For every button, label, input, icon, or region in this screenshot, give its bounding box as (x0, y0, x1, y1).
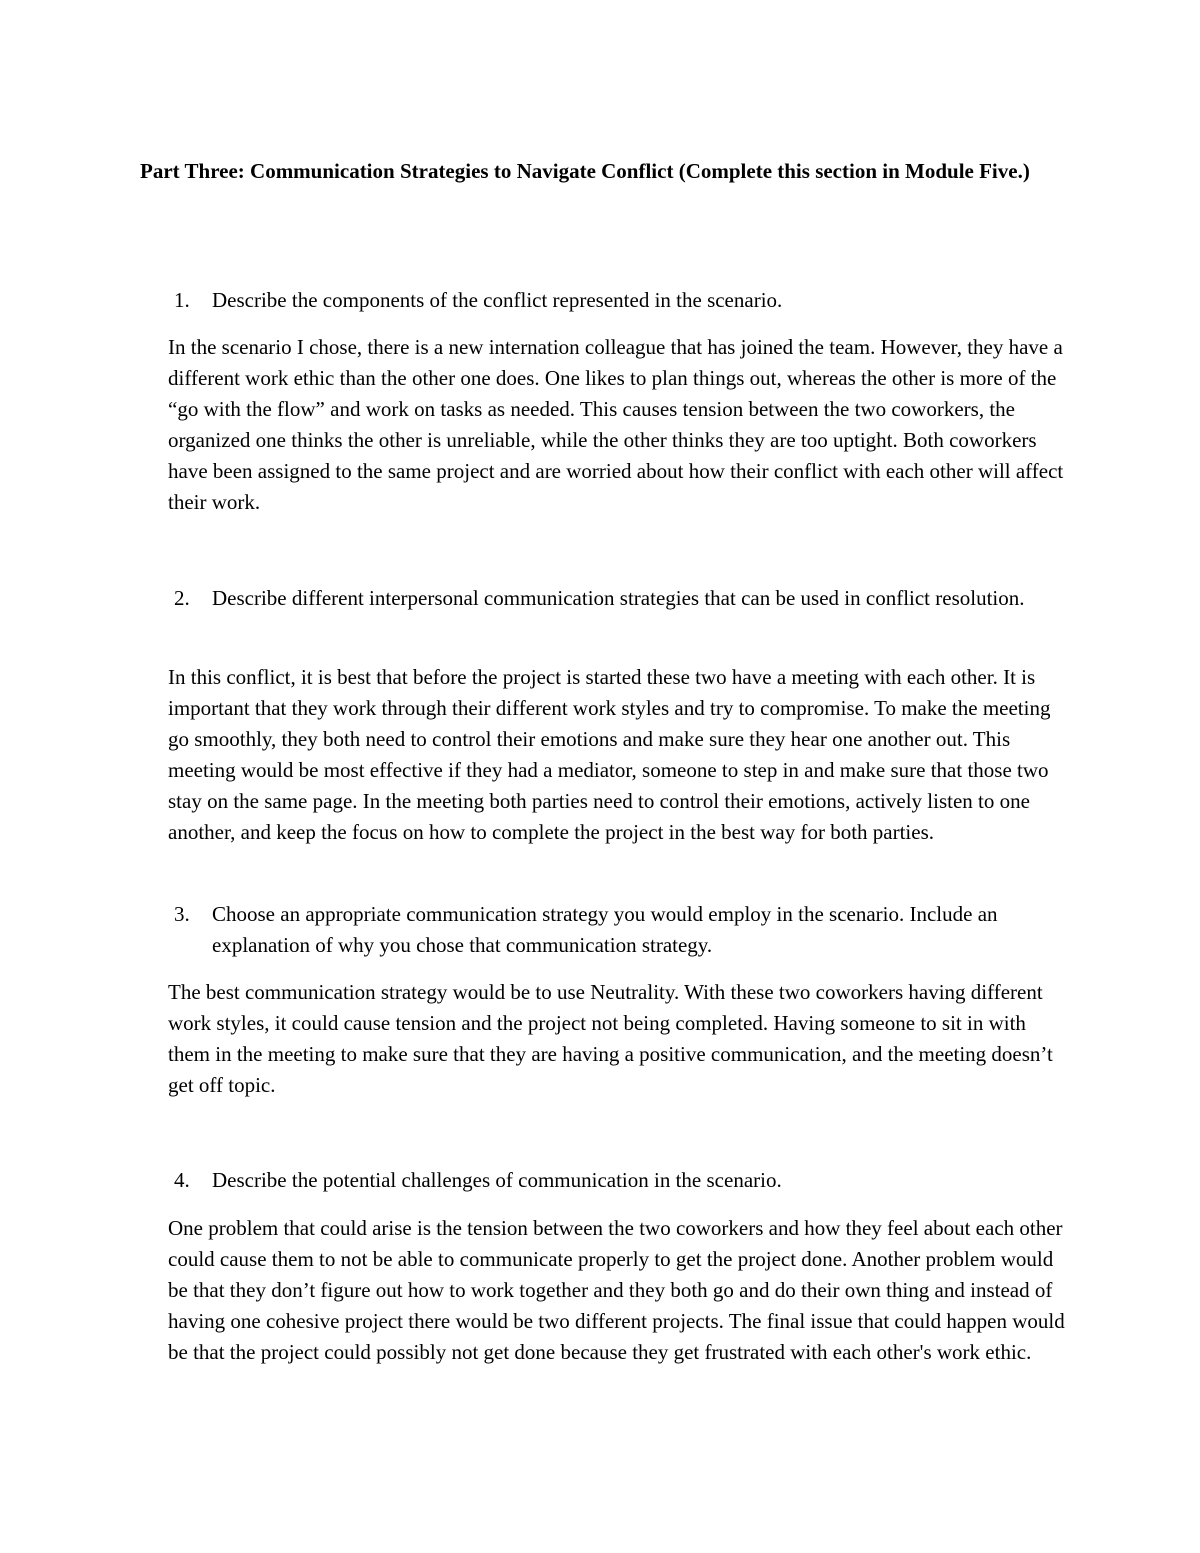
section-heading: Part Three: Communication Strategies to Navigate Conflict (Complete this section in Module Five.) (140, 159, 1030, 183)
question-1 (174, 285, 1054, 316)
question-2 (174, 583, 1054, 614)
answer-1: In the scenario I chose, there is a new internation colleague that has joined the team. However, they have a different work ethic than the other one does. One likes to plan things out, whereas the other is more of the “go with the flow” and work on tasks as needed. This causes tension between the two coworkers, the organized one thinks the other is unreliable, while the other thinks they are too uptight. Both coworkers have been assigned to the same project and are worried about how their conflict with each other will affect their work. (168, 335, 1064, 514)
question-number: 3. (174, 902, 190, 926)
question-number: 2. (174, 586, 190, 610)
question-prompt: Describe the components of the conflict represented in the scenario. (212, 288, 783, 312)
question-prompt: Describe the potential challenges of communication in the scenario. (212, 1168, 782, 1192)
answer-2: In this conflict, it is best that before the project is started these two have a meeting with each other. It is important that they work through their different work styles and try to compromise. To make the meeting go smoothly, they both need to control their emotions and make sure they hear one another out. This meeting would be most effective if they had a mediator, someone to step in and make sure that those two stay on the same page. In the meeting both parties need to control their emotions, actively listen to one another, and keep the focus on how to complete the project in the best way for both parties. (168, 665, 1051, 844)
answer-4: One problem that could arise is the tension between the two coworkers and how they feel about each other could cause them to not be able to communicate properly to get the project done. Another problem would be that they don’t figure out how to work together and they both go and do their own thing and instead of having one cohesive project there would be two different projects. The final issue that could happen would be that the project could possibly not get done because they get frustrated with each other's work ethic. (168, 1216, 1065, 1364)
question-prompt: Choose an appropriate communication strategy you would employ in the scenario. Include an explanation of why you chose that communication strategy. (212, 902, 998, 957)
answer-3: The best communication strategy would be to use Neutrality. With these two coworkers having different work styles, it could cause tension and the project not being completed. Having someone to sit in with them in the meeting to make sure that they are having a positive communication, and the meeting doesn’t get off topic. (168, 980, 1053, 1097)
question-number: 1. (174, 288, 190, 312)
question-4 (174, 1165, 1054, 1196)
question-3 (174, 899, 1054, 961)
question-number: 4. (174, 1168, 190, 1192)
question-prompt: Describe different interpersonal communication strategies that can be used in conflict resolution. (212, 586, 1025, 610)
